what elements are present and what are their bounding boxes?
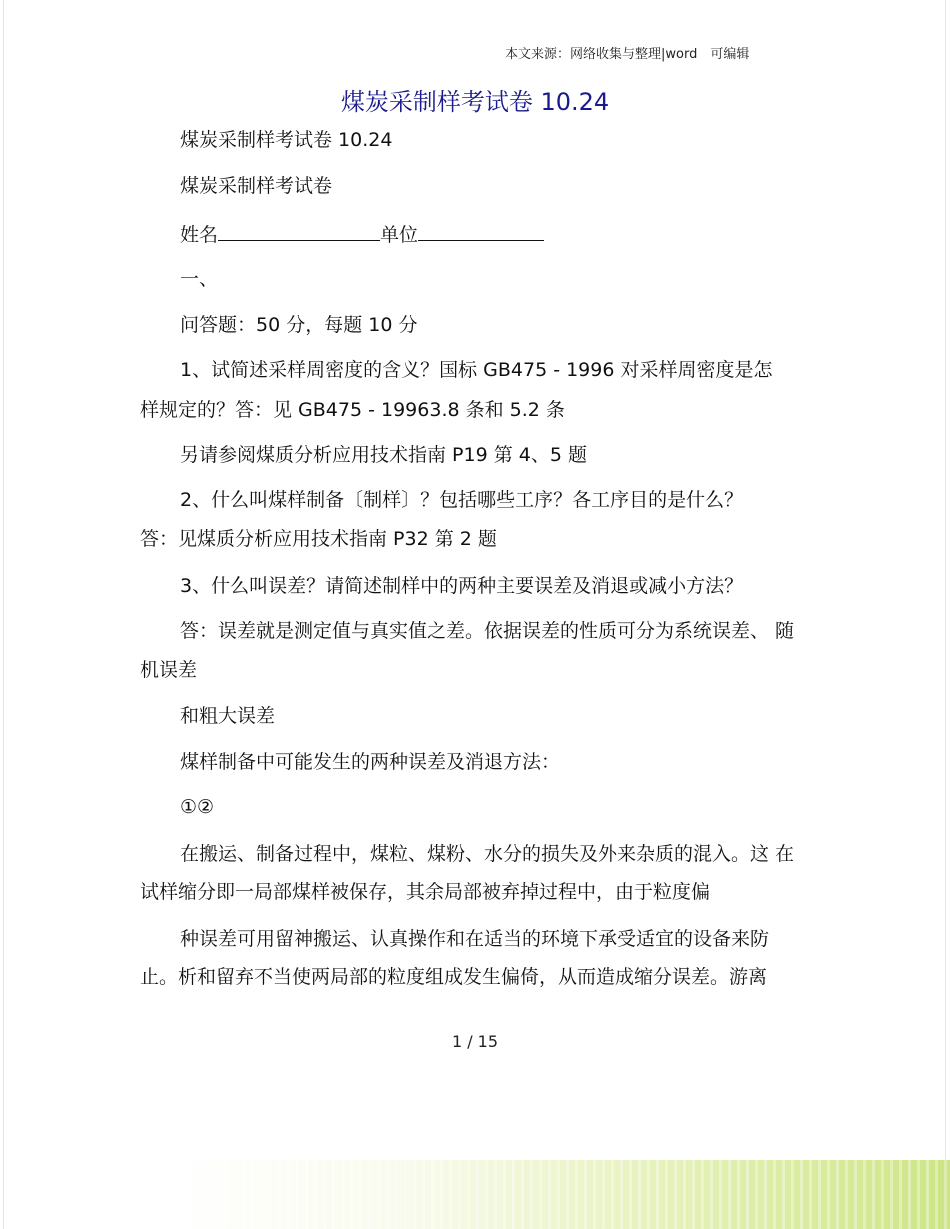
- unit-blank: [418, 220, 544, 241]
- subtitle-with-date: 煤炭采制样考试卷 10.24: [180, 129, 393, 151]
- unit-label: 单位: [380, 224, 419, 246]
- answer-3-line-6: 试样缩分即一局部煤样被保存，其余局部被弃掉过程中，由于粒度偏: [140, 881, 711, 903]
- answer-3-line-1: 答：误差就是测定值与真实值之差。依据误差的性质可分为系统误差、 随: [180, 620, 795, 642]
- footer-decoration-stripes: [170, 1160, 950, 1229]
- answer-3-line-8: 止。析和留弃不当使两局部的粒度组成发生偏倚，从而造成缩分误差。游离: [140, 966, 768, 988]
- answer-3-line-4: 煤样制备中可能发生的两种误差及消退方法：: [180, 751, 561, 773]
- name-label: 姓名: [180, 224, 219, 246]
- source-note: 本文来源：网络收集与整理|word 可编辑: [505, 47, 750, 62]
- name-unit-line: [180, 220, 544, 247]
- name-blank: [218, 220, 380, 241]
- question-1-line-2: 样规定的？答：见 GB475 - 19963.8 条和 5.2 条: [140, 399, 565, 421]
- question-1-reference: 另请参阅煤质分析应用技术指南 P19 第 4、5 题: [180, 444, 587, 466]
- question-2-line-2: 答：见煤质分析应用技术指南 P32 第 2 题: [140, 528, 497, 550]
- page-number: 1 / 15: [451, 1032, 499, 1051]
- answer-3-line-7: 种误差可用留神搬运、认真操作和在适当的环境下承受适宜的设备来防: [180, 928, 770, 950]
- answer-3-marks: ①②: [180, 796, 215, 818]
- question-3: 3、什么叫误差？请简述制样中的两种主要误差及消退或减小方法？: [180, 575, 744, 597]
- section-one: 一、: [180, 268, 219, 290]
- answer-3-line-3: 和粗大误差: [180, 705, 276, 727]
- document-title: 煤炭采制样考试卷 10.24: [340, 88, 610, 116]
- qa-intro: 问答题：50 分，每题 10 分: [180, 314, 418, 336]
- answer-3-line-5: 在搬运、制备过程中，煤粒、煤粉、水分的损失及外来杂质的混入。这 在: [180, 843, 795, 865]
- question-1-line-1: 1、试简述采样周密度的含义？国标 GB475 - 1996 对采样周密度是怎: [180, 359, 773, 381]
- subtitle: 煤炭采制样考试卷: [180, 175, 333, 197]
- answer-3-line-2: 机误差: [140, 659, 198, 681]
- question-2-line-1: 2、什么叫煤样制备〔制样〕？包括哪些工序？各工序目的是什么？: [180, 489, 744, 511]
